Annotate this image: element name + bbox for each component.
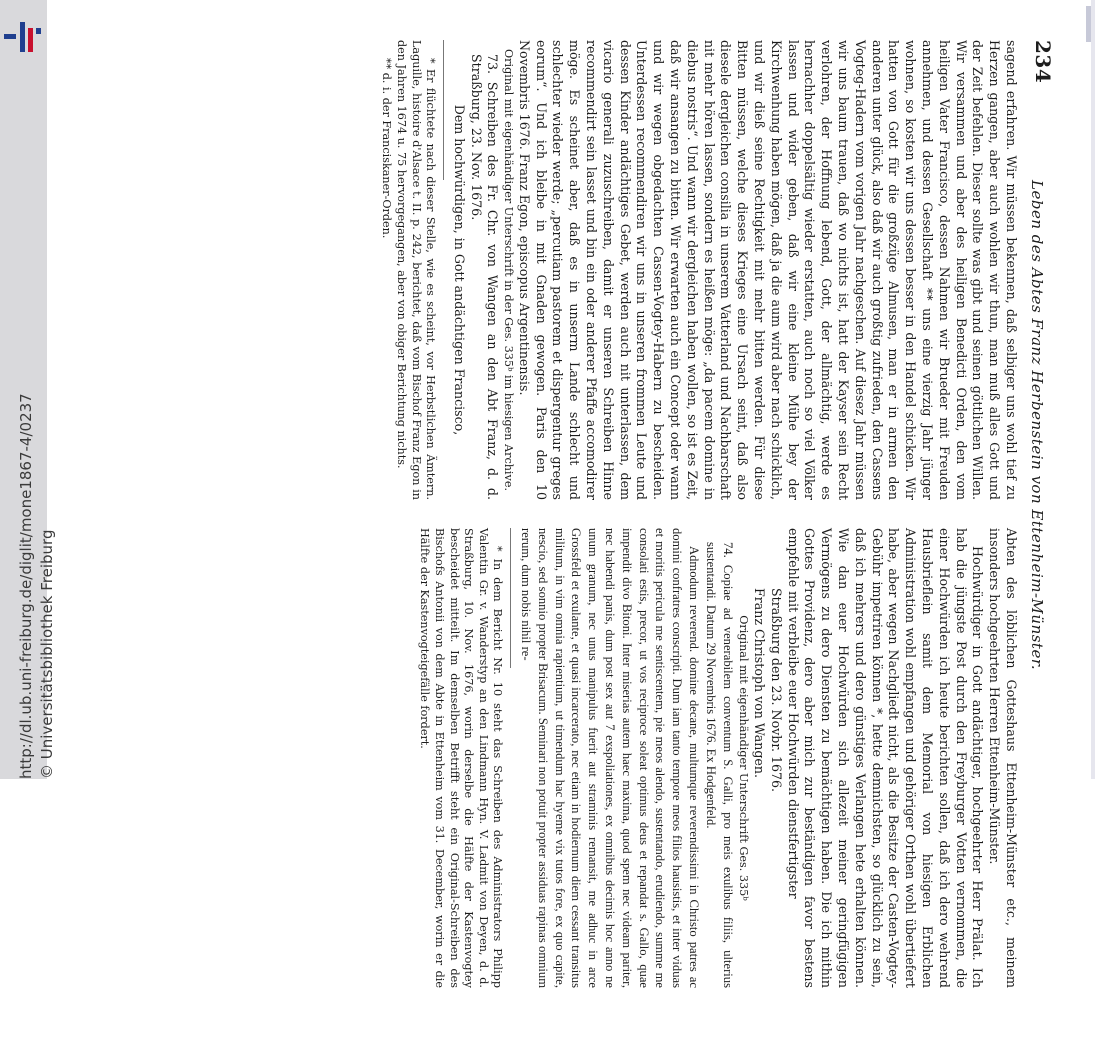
letter-body-72: sagend erfahren. Wir müssen bekennen, daß selbiger uns wohl tief zu Herzen gangen, aber auch wohlen wir thun, man muß alles Gott und der Zeit befehlen. Dieser sollte was gibt und seinen göttlichen Willen. Wir versammen und aber des heiligen Benedicti Orden, den vom heiligen Vater Francisco, dessen Nahmen wir Brueder mit Freuden annehmen, und dessen Gesellschaft ** uns eine vierzig Jahr jünger wohnen, so kosten wir uns dessen besser in den Handel schicken. Wir hatten von Gott für die großzüge Almusen, man er in armen den anderen unter glück, also daß wir auch großtig zufrieden, den Cassens Vogteg-Hadern vom vorigen Jahr nachgeschen. Auf diesez Jahr müssen wir uns baum trauen, daß wo nichts ist, hatt der Kayser sein Recht verlohren, der Hoffnung lebend, Gott, der allmächtig, werde es hernachher doppelsältig wieder erstatten, auch noch so viel Völker lassen und wider geben, daß wir eine kleine Mühe bey der Kirchwenhung haben mögen, daß ja die aum wird aber nach schicklich, und wir dieß seine Rechtigkeit mit mehr bitten werden. Für diese Bitten müssen, welche dieses Krieges eine Ursach seint, daß also diesele dergleichen consilia in unserem Vatterland und Nachbarschaft nit mehr hören lassen, sondern es heißen möge: „da pacem domine in diebus nostris“. Und wann wir dergleichen haben wollen, so ist es Zeit, daß wir ansangen zu bitten. Wir erwarten auch ein Concept oder wann und wir wegen obgedachten Cassen-Vogtey-Habern zu bescheiden. Unterdessen recommendiren wir uns in unseren frommen Leute und dessen Kinder andächtiges Gebet, werden auch nit unterlassen, dem vicario generali zuzuschreiben, damit er unseren Schreiben Hinne recommendirt sein lasset und bin ein oder anderer Pfaffe accomodirer möge. Es scheinet aber, daß es in unserm Lande schlecht und schlechter wieder werde; „percutiam pastorem et dispergentur greges eorum“. Und ich bleibe in mit Gnaden gewogen. Paris den 10 Novembris 1676. Franz Egon, episcopus Argentinensis. [516, 40, 1019, 500]
source-url[interactable]: http://dl.ub.uni-freiburg.de/diglit/mone1867-4/0237 [17, 393, 35, 779]
footnote-2: ** d. i. der Franciskaner-Orden. [380, 58, 394, 239]
footnote-1: * Er flüchtete nach dieser Stelle, wie es scheint, vor Herbstlichen Ämtern. Laguille, histoire d'Alsace t. II. p. 242, berichtet, daß vom Bischof Franz Egon in den Jahren 1674 u. 75 hervorgegangen, aber von obiger Berichtung nichts. [394, 40, 438, 500]
source-note-72: Original mit eigenhändiger Unterschrift in der Ges. 335ᵇ im hiesigen Archive. [502, 48, 516, 491]
footnote-divider [443, 40, 444, 180]
entry-heading-74: 74. Copiae ad venerabilem conventum S. Galli, pro meis exulibus filiis, ulterius sustentandi. Datum 29 Novembris 1676. Ex Hodgenfeld. [703, 542, 735, 988]
right-column [417, 528, 1019, 988]
running-title: Leben des Abtes Franz Herbenstein von Ettenheim-Münster. [1028, 180, 1046, 671]
footnote-divider-right [510, 528, 511, 668]
page-number: 234 [1031, 40, 1055, 84]
address-73: Abten des löblichen Gotteshaus Ettenheim-Münster etc., meinem insonders hochgeehrten Herren Ettenheim-Münster. [987, 528, 1019, 988]
scrollbar-track[interactable] [1091, 0, 1095, 779]
university-logo-icon[interactable] [0, 22, 47, 52]
date-73: Straßburg den 23. Novbr. 1676. [768, 588, 784, 793]
scanned-page [45, 40, 1055, 988]
viewer-sidebar [0, 0, 56, 779]
source-note-73: Original mit eigenhändiger Unterschrift Ges. 335ᵇ [737, 615, 751, 901]
letter-body-73: Hochwürdiger in Gott andächtiger, hochgeehrter Herr Prälat. Ich hab die jüngste Post durch den Freyburger Votten vernommen, die einer Hochwürden ich heute berichten sollen, daß ich dero wehrend Hausbrieflein samit dem Memorial von hiesigen Erblichen Administration wohl empfangen und gehöriger Orthen wohl übertiefert habe, aber wegen Nachgliedt nicht, als die Besitze der Casten-Vogtey-Gebühr impetriren können *, hette demnichsten, so glücklich zu sein, daß ich mehrers und dero günstiges Verlangen hete erhalten können. Wie dan euer Hochwürden sich allezeit meiner geringfügigen Vermögens zu dero Diensten zu bemächtigen haben. Die ich mithin Gottes Providenz, dero aber mich zur beständigen favor bestens empfehle mit verbleibe euer Hochwürden dienstfertigster [785, 528, 986, 988]
salutation-73: Dem hochwürdigen, in Gott andächtigen Francisco, [451, 104, 467, 436]
left-column [379, 40, 1019, 500]
entry-heading-73: 73. Schreiben des Fr. Chr. von Wangen an den Abt Franz, d. d. Straßburg, 23. Nov. 1676. [468, 54, 501, 500]
footnote-3: * In dem Bericht Nr. 10 steht das Schreiben des Administrators Philipp Valentin Gr. v. Wanderstyp an den Lindmann Hyn. V. Ladmit von Deyen, d. d. Straßburg, 10. Nov. 1676, worin derselbe die Hälfte der Kastenvogtey bescheidet mitteilt. Im demselben Betrifft steht ein Original-Schreiben des Bischofs Antonii von dem Abte in Ettenheim vom 31. December, worin er die Hälfte der Kastenvogteigefälle fordert. [418, 528, 505, 988]
copyright-notice: © Universitätsbibliothek Freiburg [38, 529, 56, 779]
latin-letter-74: Admodum reverend. domine decane, multumque reverendissimi in Christo patres ac domini confratres conscripti. Dum iam tanto tempore meos filios hausistis, et inter viduas et moritis pericula me sentiscentem, pie meos alendo, sustentando, erudiendo, summe me consolati estis, precor, ut vos reciproce soleat optimus deus et repandat s. Gallo, quae impendit divo Bitoni. Inter miserias autem haec maxima, quod spem nec videam pariter, nec habendi panis, dum post sex aut 7 exspoliationes, ex omnibus decimis hoc anno ne unum granum, nec unus manipulus fuerit aut straminis remansit, me adhuc in arce Grossfeld et exulante, et quasi incarcerato, nec etiam in hodiernum diem cessant transitus militum, in vim omnia rapientium, ut timendum hac hyeme vix tutos fore, ex quo capite, nescio, sed sonnio propter Brisacum. Seminari non potuit propter assiduas rapinas omnium rerum, dum nobis nihil re- [519, 528, 702, 988]
scrollbar-thumb[interactable] [1086, 6, 1091, 42]
signature-73: Franz Christoph von Wangen. [752, 588, 768, 779]
